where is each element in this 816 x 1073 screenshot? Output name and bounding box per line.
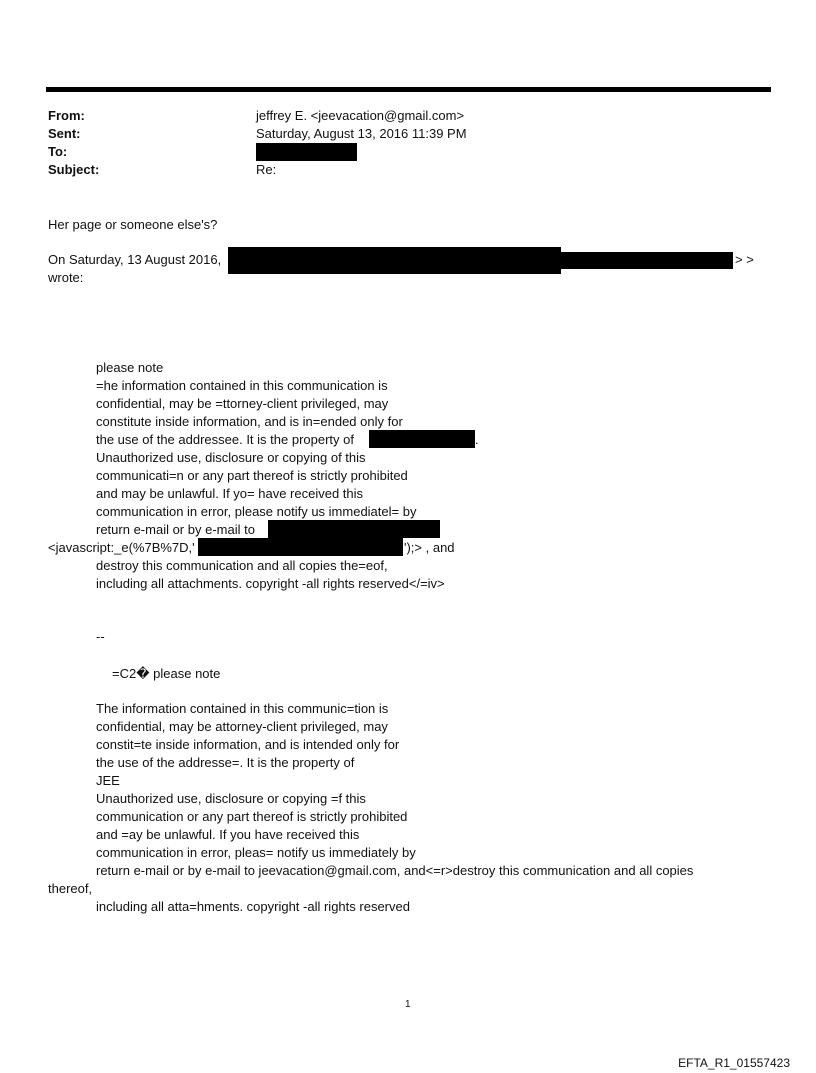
sent-row [48, 125, 748, 143]
disclaimer2-wrap: thereof, [48, 881, 93, 896]
disclaimer1-line: constitute inside information, and is in=ended only for [96, 414, 403, 429]
to-row [48, 143, 748, 161]
quote-wrote: wrote: [48, 270, 84, 285]
sent-label: Sent: [48, 126, 81, 141]
disclaimer1-line: confidential, may be =ttorney-client privileged, may [96, 396, 389, 411]
document-id: EFTA_R1_01557423 [678, 1056, 790, 1070]
return-email-redaction [268, 520, 440, 538]
js-link-start: <javascript:_e(%7B%7D,' [48, 540, 195, 555]
from-row [48, 107, 748, 125]
owner-redaction [369, 430, 475, 448]
disclaimer1-line: please note [96, 360, 164, 375]
disclaimer2-line: constit=te inside information, and is intended only for [96, 737, 400, 752]
disclaimer2-line: confidential, may be attorney-client privileged, may [96, 719, 388, 734]
disclaimer1-tail: destroy this communication and all copies the=eof, [96, 558, 388, 573]
signature-separator: -- [96, 629, 105, 644]
disclaimer2-line: communication or any part thereof is strictly prohibited [96, 809, 408, 824]
disclaimer1-line: and may be unlawful. If yo= have received this [96, 486, 364, 501]
from-value: jeffrey E. <jeevacation@gmail.com> [256, 108, 465, 123]
reply-text: Her page or someone else's? [48, 217, 218, 232]
disclaimer1-line: Unauthorized use, disclosure or copying of this [96, 450, 366, 465]
js-link-end: ');> , and [404, 540, 455, 555]
disclaimer1-line: communication in error, please notify us immediatel= by [96, 504, 417, 519]
disclaimer2-heading: =C2� please note [112, 666, 221, 681]
to-redaction [256, 143, 357, 161]
quote-intro: On Saturday, 13 August 2016, [48, 252, 222, 267]
header-rule [46, 87, 771, 92]
subject-value: Re: [256, 162, 277, 177]
disclaimer1-period: . [475, 432, 479, 447]
sent-value: Saturday, August 13, 2016 11:39 PM [256, 126, 467, 141]
disclaimer2-line: communication in error, pleas= notify us immediately by [96, 845, 416, 860]
disclaimer1-line: return e-mail or by e-mail to [96, 522, 255, 537]
disclaimer1-tail: including all attachments. copyright -all rights reserved</=iv> [96, 576, 445, 591]
disclaimer2-line: the use of the addresse=. It is the property of [96, 755, 355, 770]
subject-label: Subject: [48, 162, 100, 177]
disclaimer2-line: Unauthorized use, disclosure or copying =f this [96, 791, 366, 806]
quote-intro-tail: > > [735, 252, 754, 267]
disclaimer1-line: the use of the addressee. It is the property of [96, 432, 354, 447]
disclaimer1-line: =he information contained in this communication is [96, 378, 388, 393]
disclaimer2-last: including all atta=hments. copyright -all rights reserved [96, 899, 410, 914]
to-label: To: [48, 144, 68, 159]
disclaimer2-line: JEE [96, 773, 120, 788]
disclaimer2-line: and =ay be unlawful. If you have received this [96, 827, 360, 842]
js-link-redaction [198, 538, 403, 556]
from-label: From: [48, 108, 85, 123]
subject-row [48, 161, 748, 179]
disclaimer2-line: return e-mail or by e-mail to jeevacation@gmail.com, and<=r>destroy this communication and all copies [96, 863, 694, 878]
sender-redaction [228, 247, 561, 274]
disclaimer1-line: communicati=n or any part thereof is strictly prohibited [96, 468, 408, 483]
email-redaction [565, 252, 733, 269]
disclaimer2-line: The information contained in this communic=tion is [96, 701, 389, 716]
page-number: 1 [405, 999, 411, 1010]
